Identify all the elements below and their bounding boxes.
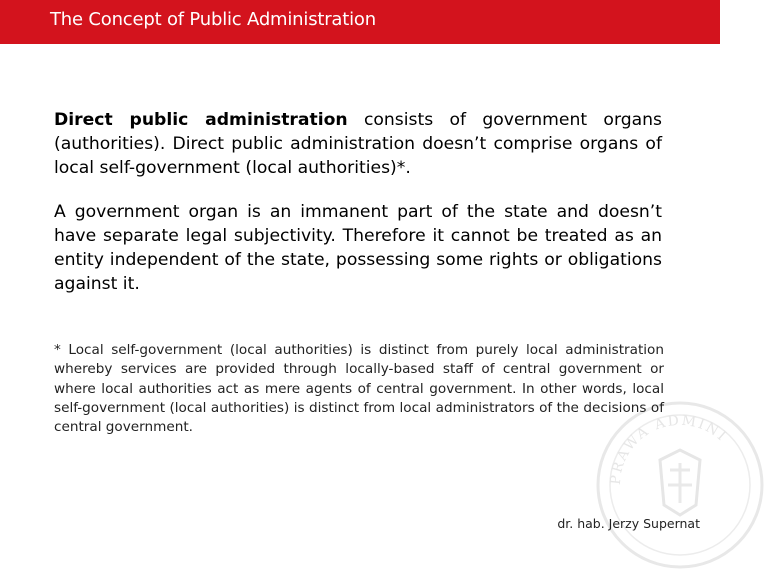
author-credit: dr. hab. Jerzy Supernat	[557, 516, 700, 531]
paragraph-direct-public-administration	[54, 108, 662, 180]
paragraph-1-text: consists of government organs (authorities). Direct public administration doesn’t comprise organs of local self-government (local authorities)*.	[54, 110, 662, 178]
bold-term: Direct public administration	[54, 110, 348, 130]
title-bar	[0, 0, 720, 44]
footnote: * Local self-government (local authorities) is distinct from purely local administration whereby services are provided through locally-based staff of central government or where local authorities act as mere agents of central government. In other words, local self-government (local authorities) is distinct from local administrators of the decisions of central government.	[54, 342, 664, 436]
seal-text: PRAWA ADMINI	[607, 412, 731, 486]
paragraph-government-organ: A government organ is an immanent part of the state and doesn’t have separate legal subjectivity. Therefore it cannot be treated as an entity independent of the state, possessing some rights or obligations against it.	[54, 202, 662, 294]
slide-title: The Concept of Public Administration	[50, 9, 376, 30]
